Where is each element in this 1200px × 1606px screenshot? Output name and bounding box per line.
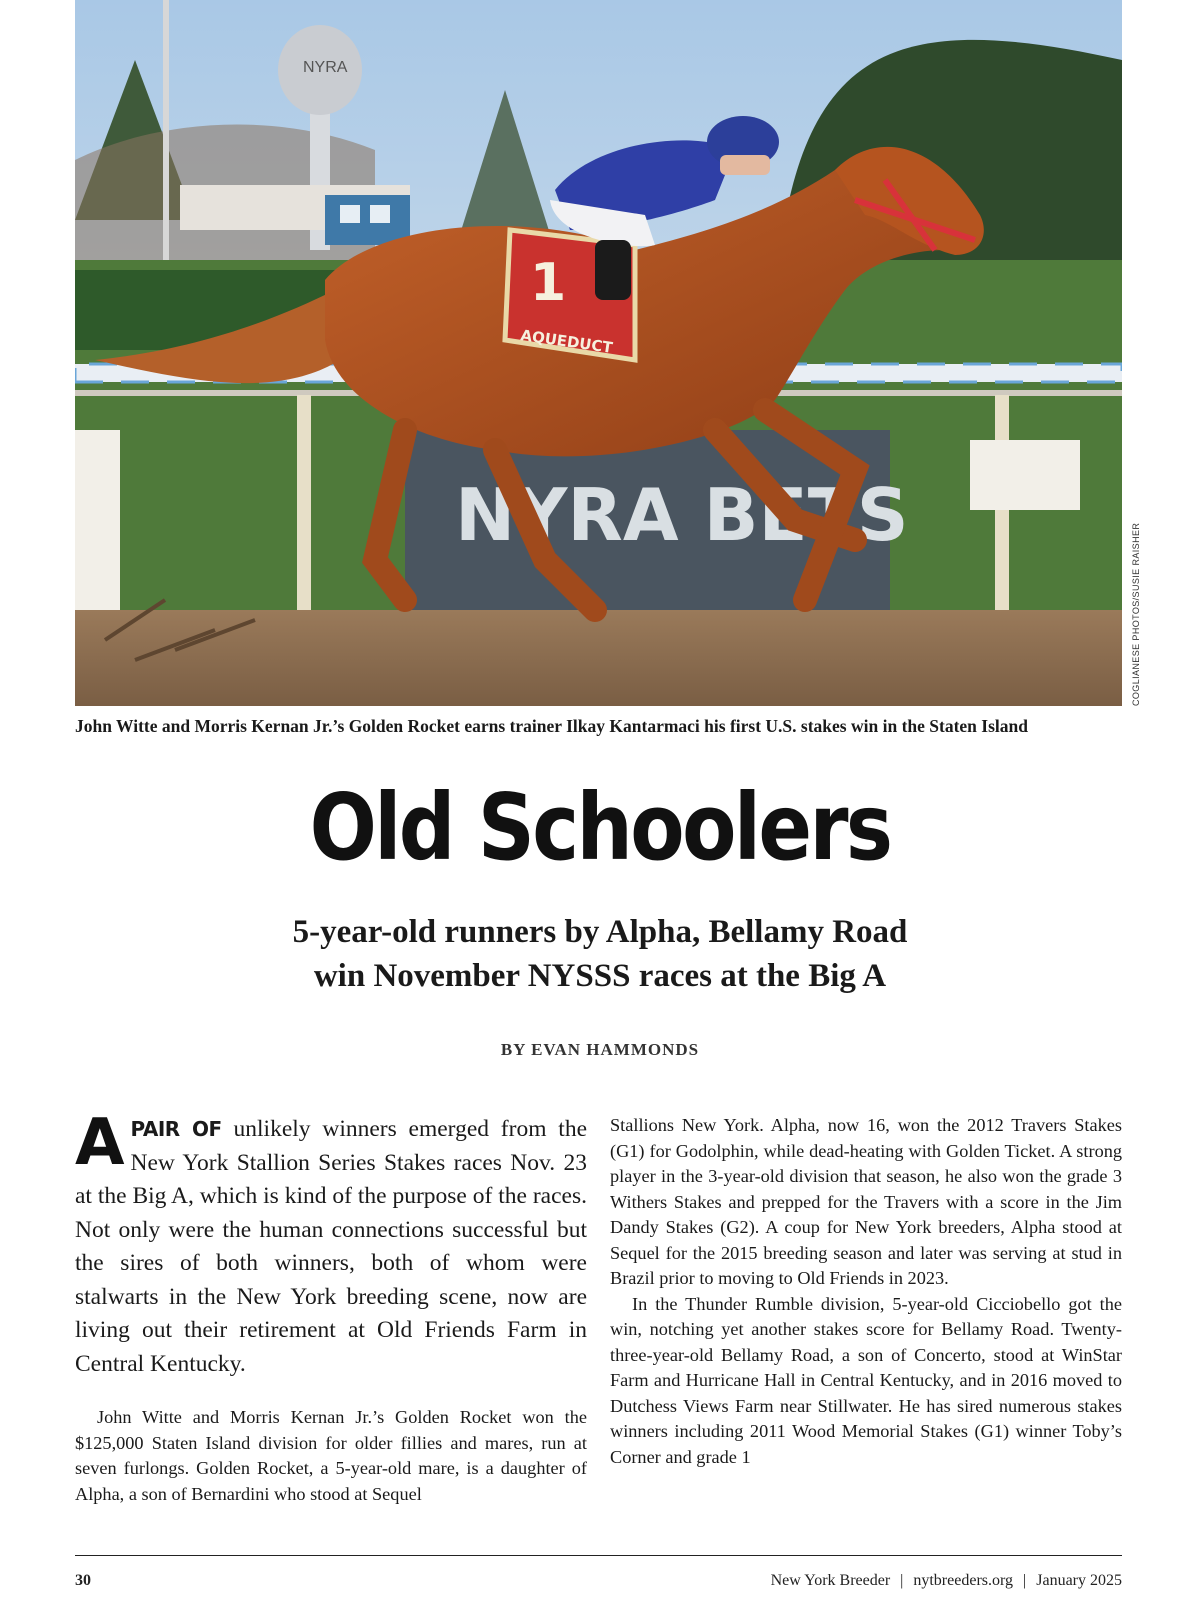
lead-in: PAIR OF [130,1117,222,1141]
lede-text: unlikely winners emerged from the New York Stallion Series Stakes races Nov. 23 at the Big A, which is kind of the purpose of the races. Not only were the human connections successful but the sires of both winners, both of whom were stalwarts in the New York breeding scene, now are living out their retirement at Old Friends Farm in Central Kentucky. [75,1116,587,1377]
footer-info [771,1572,1122,1590]
publication-name: New York Breeder [770,1572,891,1589]
issue-date: January 2025 [1036,1572,1122,1589]
sign-label: NYRA BETS [455,473,909,557]
photo-caption: John Witte and Morris Kernan Jr.’s Golden Rocket earns trainer Ilkay Kantarmaci his first U.S. stakes win in the Staten Island [75,716,1028,736]
drop-cap: A [75,1106,125,1180]
saddlecloth-number: 1 [530,253,567,313]
saddlecloth-label: AQUEDUCT [519,326,614,357]
byline: BY EVAN HAMMONDS [500,1040,700,1059]
body-paragraph: John Witte and Morris Kernan Jr.’s Golden Rocket won the $125,000 Staten Island division for older fillies and mares, run at seven furlongs. Golden Rocket, a 5-year-old mare, is a daughter of Alpha, a son of Bernardini who stood at Sequel [75,1407,587,1504]
body-paragraph: In the Thunder Rumble division, 5-year-old Cicciobello got the win, notching yet another stakes score for Bellamy Road. Twenty-three-year-old Bellamy Road, a son of Concerto, stood at WinStar Farm and Hurricane Hall in Central Kentucky, and in 2016 moved to Dutchess Views Farm near Stillwater. He has sired numerous stakes winners including 2011 Wood Memorial Stakes (G1) winner Toby’s Corner and grade 1 [610,1293,1122,1467]
body-paragraph-continued: Stallions New York. Alpha, now 16, won the 2012 Travers Stakes (G1) for Godolphin, while dead-heating with Golden Ticket. A strong player in the 3-year-old division that season, he also won the grade 3 Withers Stakes and prepped for the Travers with a score in the Jim Dandy Stakes (G2). A coup for New York breeders, Alpha stood at Sequel for the 2015 breeding season and later was serving at stud in Brazil prior to moving to Old Friends in 2023. [610,1115,1122,1288]
water-tower-label: NYRA [303,59,348,76]
footer-rule [75,1555,1122,1556]
website-link[interactable]: nytbreeders.org [913,1572,1014,1589]
lede-paragraph [75,1106,587,1381]
article-column-right [610,1113,1122,1470]
footer-separator: | [1023,1572,1027,1589]
article-column-left [75,1106,587,1507]
racehorse-illustration [75,0,1122,706]
subtitle [0,910,1200,998]
photo-credit: COGLIANESE PHOTOS/SUSIE RAISHER [1131,522,1141,706]
footer-separator: | [900,1572,904,1589]
page-number: 30 [75,1572,91,1589]
page-title: Old Schoolers [309,774,891,881]
subtitle-line-2: win November NYSSS races at the Big A [313,958,887,994]
lead-photo [75,0,1122,706]
subtitle-line-1: 5-year-old runners by Alpha, Bellamy Road [292,914,908,950]
